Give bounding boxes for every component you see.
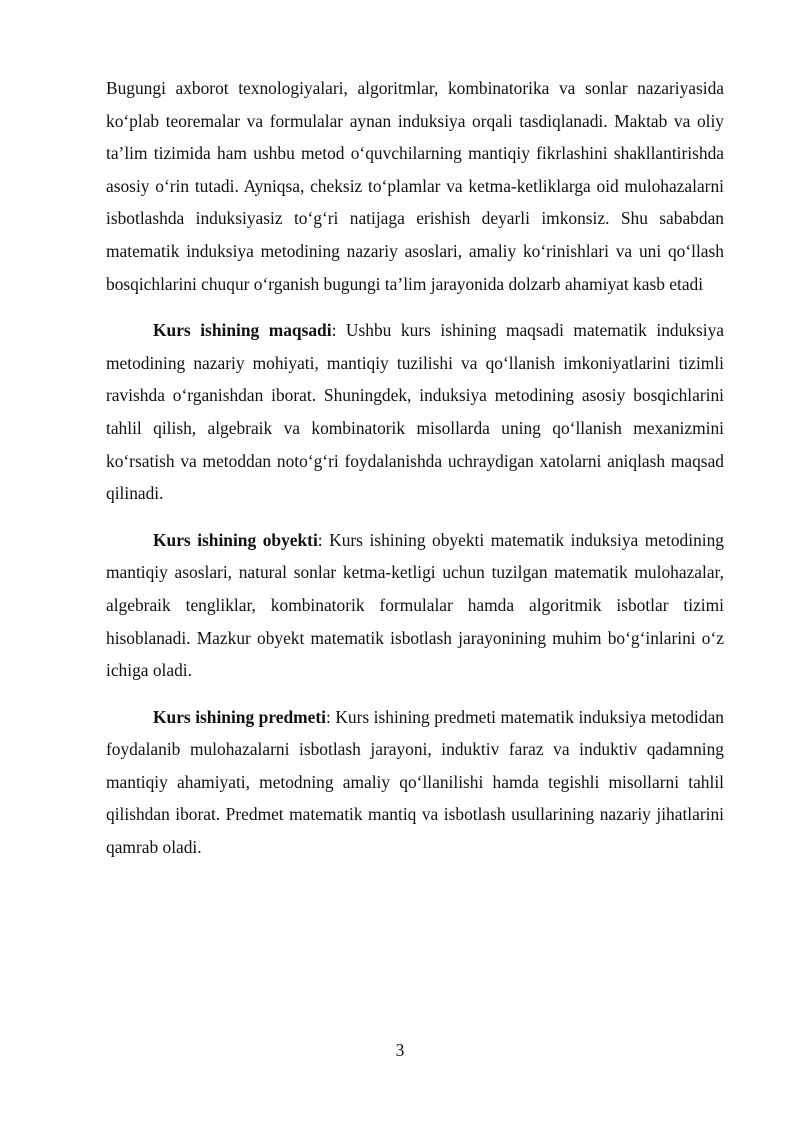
object-paragraph: [106, 524, 724, 687]
goal-term: Kurs ishining maqsadi: [153, 320, 332, 341]
page-content: [106, 72, 724, 878]
page-number: 3: [395, 1040, 405, 1060]
intro-paragraph: Bugungi axborot texnologiyalari, algoritmlar, kombinatorika va sonlar nazariyasida ko‘plab teoremalar va formulalar aynan induksiya orqali tasdiqlanadi. Maktab va oliy ta’lim tizimida ham ushbu metod o‘quvchilarning mantiqiy fikrlashini shakllantirishda asosiy o‘rin tutadi. Ayniqsa, cheksiz to‘plamlar va ketma-ketliklarga oid mulohazalarni isbotlashda induksiyasiz to‘g‘ri natijaga erishish deyarli imkonsiz. Shu sababdan matematik induksiya metodining nazariy asoslari, amaliy ko‘rinishlari va uni qo‘llash bosqichlarini chuqur o‘rganish bugungi ta’lim jarayonida dolzarb ahamiyat kasb etadi: [106, 78, 724, 294]
object-term: Kurs ishining obyekti: [153, 529, 318, 550]
subject-term: Kurs ishining predmeti: [153, 706, 326, 727]
goal-text: : Ushbu kurs ishining maqsadi matematik induksiya metodining nazariy mohiyati, mantiqiy tuzilishi va qo‘llanish imkoniyatlarini tizimli ravishda o‘rganishdan iborat. Shuningdek, induksiya metodining asosiy bosqichlarini tahlil qilish, algebraik va kombinatorik misollarda uning qo‘llanish mexanizmini ko‘rsatish va metoddan noto‘g‘ri foydalanishda uchraydigan xatolarni aniqlash maqsad qilinadi.: [106, 320, 724, 504]
subject-text: : Kurs ishining predmeti matematik induksiya metodidan foydalanib mulohazalarni isbotlash jarayoni, induktiv faraz va induktiv qadamning mantiqiy ahamiyati, metodning amaliy qo‘llanilishi hamda tegishli misollarni tahlil qilishdan iborat. Predmet matematik mantiq va isbotlash usullarining nazariy jihatlarini qamrab oladi.: [106, 706, 724, 858]
goal-paragraph: [106, 314, 724, 510]
subject-paragraph: [106, 701, 724, 864]
object-text: : Kurs ishining obyekti matematik induksiya metodining mantiqiy asoslari, natural sonlar ketma-ketligi uchun tuzilgan matematik mulohazalar, algebraik tengliklar, kombinatorik formulalar hamda algoritmik isbotlar tizimi hisoblanadi. Mazkur obyekt matematik isbotlash jarayonining muhim bo‘g‘inlarini o‘z ichiga oladi.: [106, 529, 724, 681]
